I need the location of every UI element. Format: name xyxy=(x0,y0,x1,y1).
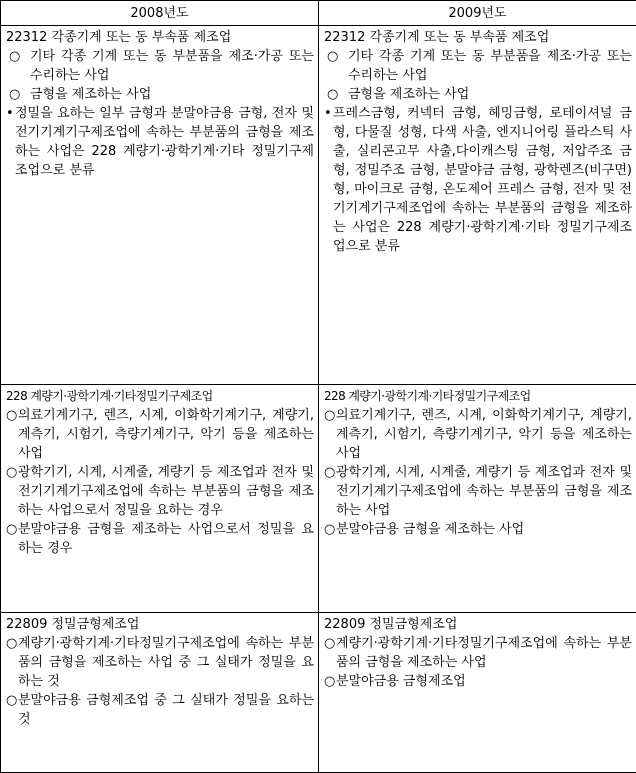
dot-bullet: • xyxy=(324,106,332,121)
circle-bullet: ○ xyxy=(324,407,336,423)
item-text: 계량기·광학기계·기타정밀기구제조업에 속하는 부분품의 금형을 제조하는 사업 xyxy=(336,636,632,671)
cell-2009-22312 xyxy=(319,26,636,385)
header-2009: 2009년도 xyxy=(319,1,636,26)
circle-bullet: ○ xyxy=(6,693,18,709)
circle-bullet: ○ xyxy=(324,674,336,690)
item-text: 계량기·광학기계·기타정밀기구제조업에 속하는 부분품의 금형을 제조하는 사업 중 그 실태가 정밀을 요하는 것 xyxy=(18,636,314,690)
list-item xyxy=(324,634,632,672)
list-item xyxy=(6,406,314,463)
circle-bullet: ○ xyxy=(324,521,336,537)
item-text: 광학기계, 시계, 시계줄, 계량기 등 제조업과 전자 및 전기기계기구제조업에 속하는 부분품의 금형을 제조하는 사업 xyxy=(336,464,632,518)
item-text: 의료기계기구, 렌즈, 시계, 이화학기계기구, 계량기, 계측기, 시험기, 측량기계기구, 악기 등을 제조하는 사업 xyxy=(336,407,632,461)
cell-2008-22809 xyxy=(1,613,319,773)
circle-bullet: ○ xyxy=(327,49,339,64)
list-item xyxy=(6,520,314,558)
list-item xyxy=(324,85,632,104)
list-item xyxy=(6,85,314,104)
circle-bullet: ○ xyxy=(6,636,18,652)
list-item xyxy=(6,691,314,729)
list-item xyxy=(324,47,632,85)
item-text: 금형을 제조하는 사업 xyxy=(30,87,152,102)
list-item xyxy=(6,634,314,691)
section-title: 22312 각종기계 또는 동 부속품 제조업 xyxy=(324,30,550,45)
list-item xyxy=(324,406,632,463)
item-text: 의료기계기구, 렌즈, 시계, 이화학기계기구, 계량기, 계측기, 시험기, 측량기계기구, 악기 등을 제조하는 사업 xyxy=(18,407,314,461)
row-228 xyxy=(1,384,636,613)
cell-2009-22809 xyxy=(319,613,636,773)
row-22312 xyxy=(1,26,636,385)
item-text: 기타 각종 기계 또는 동 부분품을 제조·가공 또는 수리하는 사업 xyxy=(348,49,632,83)
list-item xyxy=(6,47,314,85)
section-title: 22809 정밀금형제조업 xyxy=(6,617,140,633)
header-2008: 2008년도 xyxy=(1,1,319,26)
item-text: 프레스금형, 커넥터 금형, 헤밍금형, 로테이셔널 금형, 다물질 성형, 다색 사출, 엔지니어링 플라스틱 사출, 실리콘고무 사출,다이캐스팅 금형, 저압주조 금형, 정밀주조 금형, 분말야금 금형, 광학렌즈(비구면)형, 마이크로 금형, 온도제어 프레스 금형, 전자 및 전기기계기구제조업에 속하는 부분품의 금형을 제조하는 사업은 228 계량기·광학기계·기타 정밀기구제조업으로 분류 xyxy=(333,106,632,254)
cell-2009-228 xyxy=(319,384,636,613)
section-title: 228 계량기·광학기계·기타정밀기구제조업 xyxy=(324,388,531,403)
item-text: 기타 각종 기계 또는 동 부분품을 제조·가공 또는 수리하는 사업 xyxy=(30,49,314,83)
item-text: 금형을 제조하는 사업 xyxy=(348,87,470,102)
section-title: 22312 각종기계 또는 동 부속품 제조업 xyxy=(6,30,232,45)
list-item xyxy=(6,463,314,520)
header-row xyxy=(1,1,636,26)
list-item xyxy=(324,520,632,539)
item-text: 분말야금용 금형제조업 xyxy=(336,674,466,690)
item-text: 분말야금용 금형을 제조하는 사업 xyxy=(336,521,525,537)
circle-bullet: ○ xyxy=(6,407,18,423)
list-item xyxy=(324,672,632,691)
dot-bullet: • xyxy=(6,106,14,121)
circle-bullet: ○ xyxy=(9,87,21,102)
list-item xyxy=(324,463,632,520)
section-title: 228 계량기·광학기계·기타정밀기구제조업 xyxy=(6,388,213,403)
section-title: 22809 정밀금형제조업 xyxy=(324,617,458,633)
circle-bullet: ○ xyxy=(9,49,21,64)
cell-2008-22312 xyxy=(1,26,319,385)
item-text: 정밀을 요하는 일부 금형과 분말야금용 금형, 전자 및 전기기계기구제조업에 속하는 부분품의 금형을 제조하는 사업은 228 계량기·광학기계·기타 정밀기구제조업으로 분류 xyxy=(15,106,314,178)
list-item xyxy=(6,104,314,180)
cell-2008-228 xyxy=(1,384,319,613)
circle-bullet: ○ xyxy=(6,521,18,537)
item-text: 광학기기, 시계, 시계줄, 계량기 등 제조업과 전자 및 전기기계기구제조업에 속하는 부분품의 금형을 제조하는 사업으로서 정밀을 요하는 경우 xyxy=(18,464,314,518)
circle-bullet: ○ xyxy=(324,464,336,480)
item-text: 분말야금용 금형을 제조하는 사업으로서 정밀을 요하는 경우 xyxy=(18,521,314,556)
circle-bullet: ○ xyxy=(6,464,18,480)
list-item xyxy=(324,104,632,256)
circle-bullet: ○ xyxy=(327,87,339,102)
circle-bullet: ○ xyxy=(324,636,336,652)
row-22809 xyxy=(1,613,636,773)
item-text: 분말야금용 금형제조업 중 그 실태가 정밀을 요하는 것 xyxy=(18,693,314,728)
